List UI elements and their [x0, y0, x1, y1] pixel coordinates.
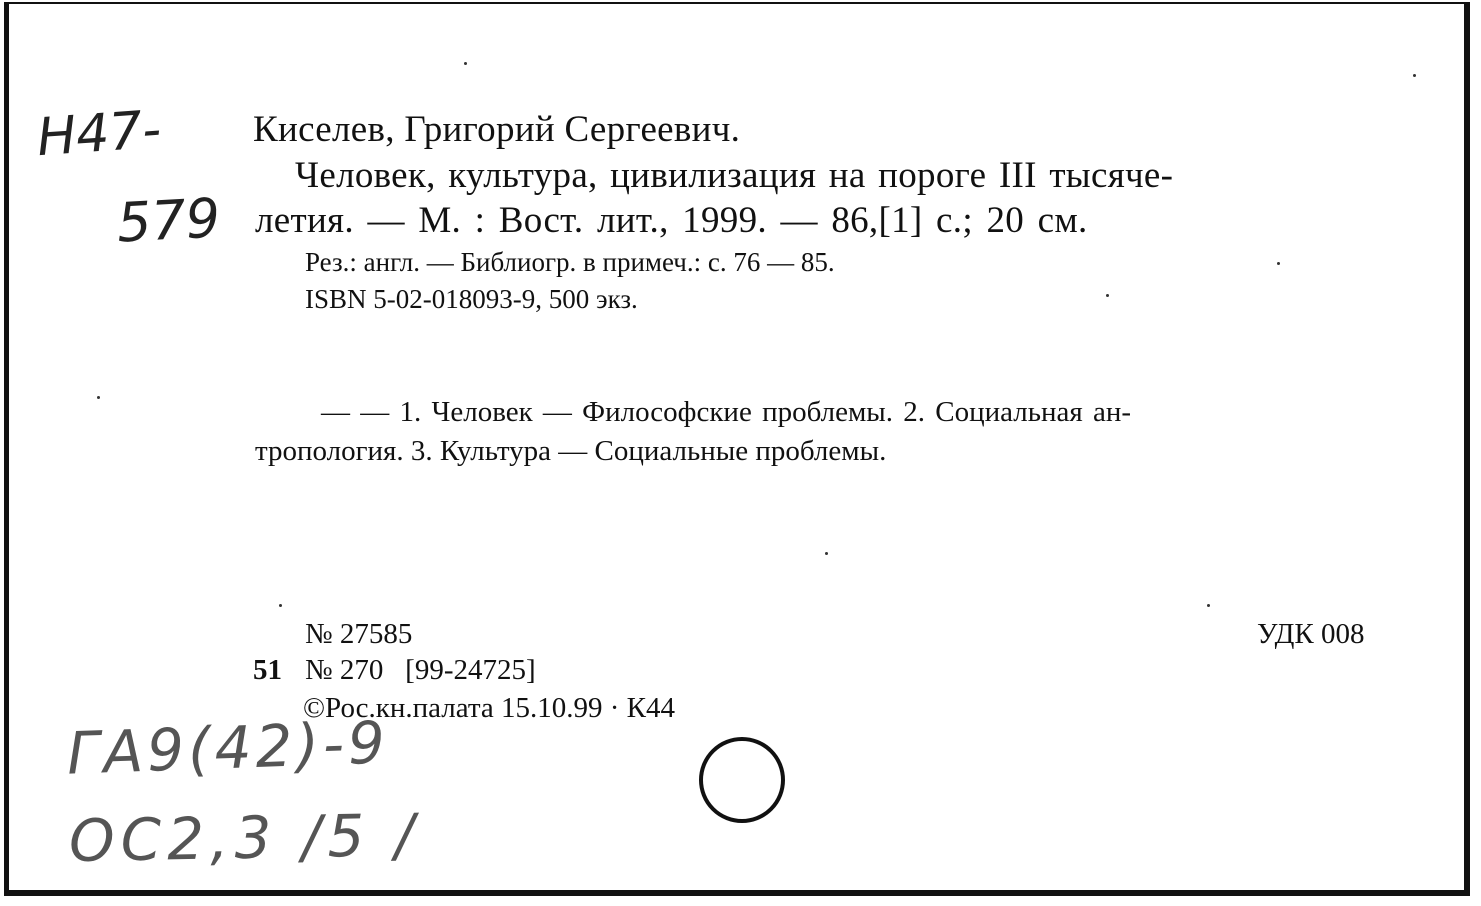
title-line-1: Человек, культура, цивилизация на пороге III тысяче-	[295, 155, 1174, 196]
scan-speck	[97, 396, 100, 399]
shelf-mark-line1: Н47-	[35, 99, 163, 169]
scan-speck	[825, 552, 828, 555]
isbn-line: ISBN 5-02-018093-9, 500 экз.	[305, 284, 638, 314]
scan-speck	[1413, 74, 1416, 77]
author-heading: Киселев, Григорий Сергеевич.	[253, 109, 741, 150]
notes-line: Рез.: англ. — Библиогр. в примеч.: с. 76 — 85.	[305, 247, 835, 277]
subjects-line-1: — — 1. Человек — Философские проблемы. 2. Социальная ан-	[321, 396, 1132, 428]
catalog-card	[4, 2, 1470, 896]
scan-speck	[464, 62, 467, 65]
copyright-line: ©Рос.кн.палата 15.10.99 · К44	[303, 692, 676, 724]
scan-speck	[1277, 262, 1280, 265]
subjects-line-2: тропология. 3. Культура — Социальные проблемы.	[255, 435, 887, 467]
register-prefix: 51	[253, 654, 282, 686]
udc-code: УДК 008	[1257, 618, 1365, 650]
scan-speck	[279, 604, 282, 607]
shelf-mark-line2: 579	[115, 186, 222, 255]
handwritten-line-2: ОС2,3 /5 /	[68, 800, 421, 876]
title-line-2: летия. — М. : Вост. лит., 1999. — 86,[1] с.; 20 см.	[255, 200, 1088, 241]
record-number: № 27585	[305, 618, 413, 650]
circle-mark-icon	[699, 737, 785, 823]
scan-speck	[1207, 604, 1210, 607]
register-number: № 270 [99-24725]	[305, 654, 536, 686]
scan-speck	[1106, 294, 1109, 297]
handwritten-line-1: ГА9(42)-9	[65, 708, 390, 788]
